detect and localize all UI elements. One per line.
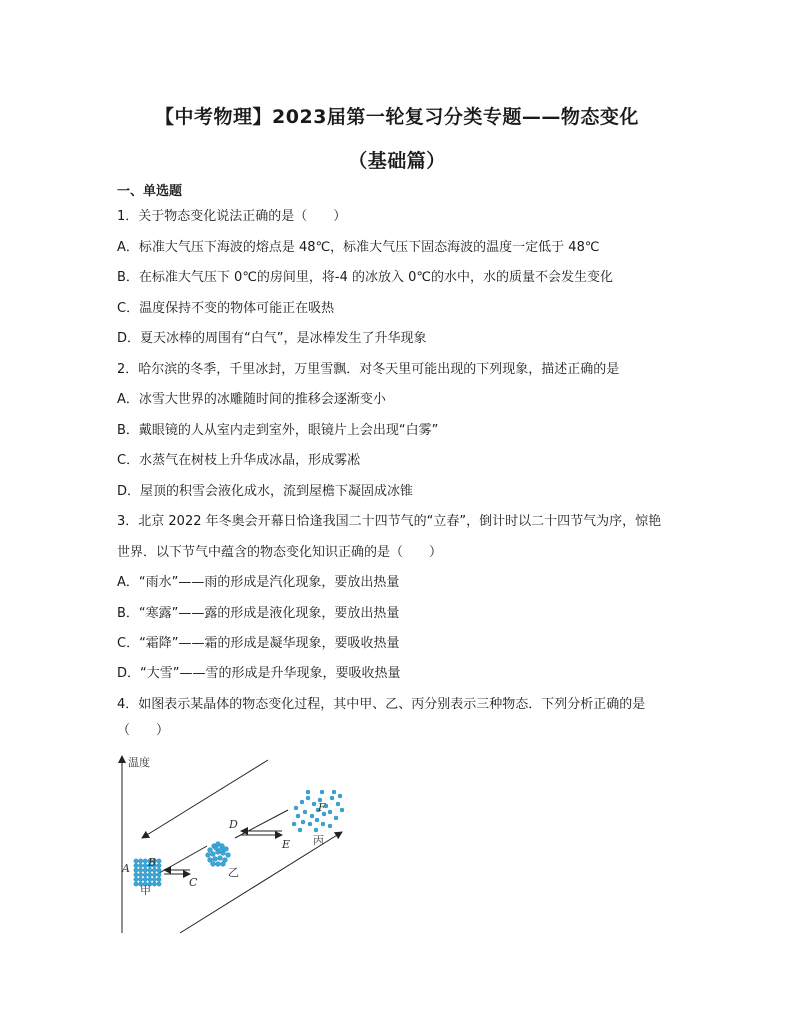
particle: [340, 808, 344, 812]
particle: [221, 862, 226, 867]
state-label-bing: 丙: [313, 834, 324, 847]
particle: [148, 877, 152, 881]
liquid-gas-step: [235, 810, 288, 838]
particle: [211, 862, 216, 867]
state-change-diagram: [110, 748, 370, 938]
particle: [152, 873, 156, 877]
liquid-particles: [206, 842, 231, 867]
particle: [226, 853, 231, 858]
particle: [134, 868, 138, 872]
question-1-stem: 1．关于物态变化说法正确的是（ ）: [117, 209, 347, 224]
particle: [134, 882, 138, 886]
particle: [208, 848, 213, 853]
particle: [315, 818, 319, 822]
state-label-jia: 甲: [140, 884, 151, 897]
particle: [157, 868, 161, 872]
particle: [208, 858, 213, 863]
particle: [134, 859, 138, 863]
particle: [157, 873, 161, 877]
question-2-option-a: A．冰雪大世界的冰雕随时间的推移会逐渐变小: [117, 392, 386, 407]
question-3-option-a: A．“雨水”——雨的形成是汽化现象，要放出热量: [117, 575, 400, 590]
particle: [143, 868, 147, 872]
question-1-option-c: C．温度保持不变的物体可能正在吸热: [117, 301, 335, 316]
label-d: D: [229, 818, 238, 831]
particle: [300, 800, 304, 804]
particle: [143, 877, 147, 881]
particle: [334, 816, 338, 820]
question-1-option-b: B．在标准大气压下 0℃的房间里，将-4 的冰放入 0℃的水中，水的质量不会发生变化: [117, 270, 614, 285]
particle: [157, 882, 161, 886]
particle: [134, 873, 138, 877]
particle: [148, 873, 152, 877]
label-e: E: [282, 838, 291, 851]
particle: [306, 796, 310, 800]
particle: [138, 859, 142, 863]
question-3-option-c: C．“霜降”——霜的形成是凝华现象，要吸收热量: [117, 636, 400, 651]
particle: [338, 794, 342, 798]
particle: [294, 806, 298, 810]
particle: [218, 856, 223, 861]
particle: [219, 848, 224, 853]
page-title-line1: 【中考物理】2023届第一轮复习分类专题——物态变化: [155, 106, 639, 128]
particle: [332, 790, 336, 794]
particle: [143, 873, 147, 877]
particle: [157, 859, 161, 863]
question-3-stem-line2: 世界．以下节气中蕴含的物态变化知识正确的是（ ）: [117, 545, 443, 560]
particle: [336, 802, 340, 806]
particle: [214, 846, 219, 851]
question-1-option-d: D．夏天冰棒的周围有“白气”，是冰棒发生了升华现象: [117, 331, 427, 346]
particle: [296, 814, 300, 818]
question-2-option-d: D．屋顶的积雪会液化成水，流到屋檐下凝固成冰锥: [117, 484, 414, 499]
particle: [320, 790, 324, 794]
question-3-option-d: D．“大雪”——雪的形成是升华现象，要吸收热量: [117, 666, 401, 681]
particle: [312, 802, 316, 806]
particle: [143, 863, 147, 867]
question-2-option-b: B．戴眼镜的人从室内走到室外，眼镜片上会出现“白雾”: [117, 423, 439, 438]
particle: [206, 853, 211, 858]
particle: [134, 863, 138, 867]
question-4-stem-line1: 4．如图表示某晶体的物态变化过程，其中甲、乙、丙分别表示三种物态．下列分析正确的是: [117, 697, 646, 712]
particle: [224, 847, 229, 852]
label-a: A: [122, 862, 130, 875]
question-1-option-a: A．标准大气压下海波的熔点是 48℃，标准大气压下固态海波的温度一定低于 48℃: [117, 240, 600, 255]
question-3-option-b: B．“寒露”——露的形成是液化现象，要放出热量: [117, 606, 400, 621]
particle: [134, 877, 138, 881]
label-f: F: [318, 801, 326, 814]
particle: [138, 877, 142, 881]
particle: [328, 810, 332, 814]
section-heading: 一、单选题: [117, 184, 183, 199]
particle: [152, 882, 156, 886]
particle: [308, 822, 312, 826]
particle: [138, 863, 142, 867]
particle: [292, 822, 296, 826]
question-4-stem-line2: （ ）: [117, 723, 170, 738]
particle: [301, 820, 305, 824]
particle: [157, 863, 161, 867]
particle: [310, 814, 314, 818]
particle: [303, 810, 307, 814]
state-label-yi: 乙: [228, 866, 239, 879]
particle: [143, 859, 147, 863]
question-3-stem-line1: 3．北京 2022 年冬奥会开幕日恰逢我国二十四节气的“立春”，倒计时以二十四节气为序，惊艳: [117, 514, 662, 529]
temperature-axis-label: 温度: [128, 756, 150, 769]
upper-diagonal-arrow: [142, 760, 268, 838]
question-2-stem: 2．哈尔滨的冬季，千里冰封，万里雪飘．对冬天里可能出现的下列现象，描述正确的是: [117, 362, 620, 377]
solid-liquid-step: [154, 846, 207, 876]
particle: [157, 877, 161, 881]
particle: [298, 828, 302, 832]
particle: [306, 790, 310, 794]
particle: [216, 862, 221, 867]
particle: [314, 828, 318, 832]
particle: [152, 877, 156, 881]
particle: [138, 873, 142, 877]
page-title-line2: （基础篇）: [348, 150, 446, 172]
particle: [138, 868, 142, 872]
particle: [211, 852, 216, 857]
particle: [321, 822, 325, 826]
label-b: B: [148, 856, 157, 869]
particle: [328, 824, 332, 828]
particle: [330, 796, 334, 800]
particle: [213, 857, 218, 862]
label-c: C: [189, 876, 198, 889]
question-2-option-c: C．水蒸气在树枝上升华成冰晶，形成雾凇: [117, 453, 361, 468]
